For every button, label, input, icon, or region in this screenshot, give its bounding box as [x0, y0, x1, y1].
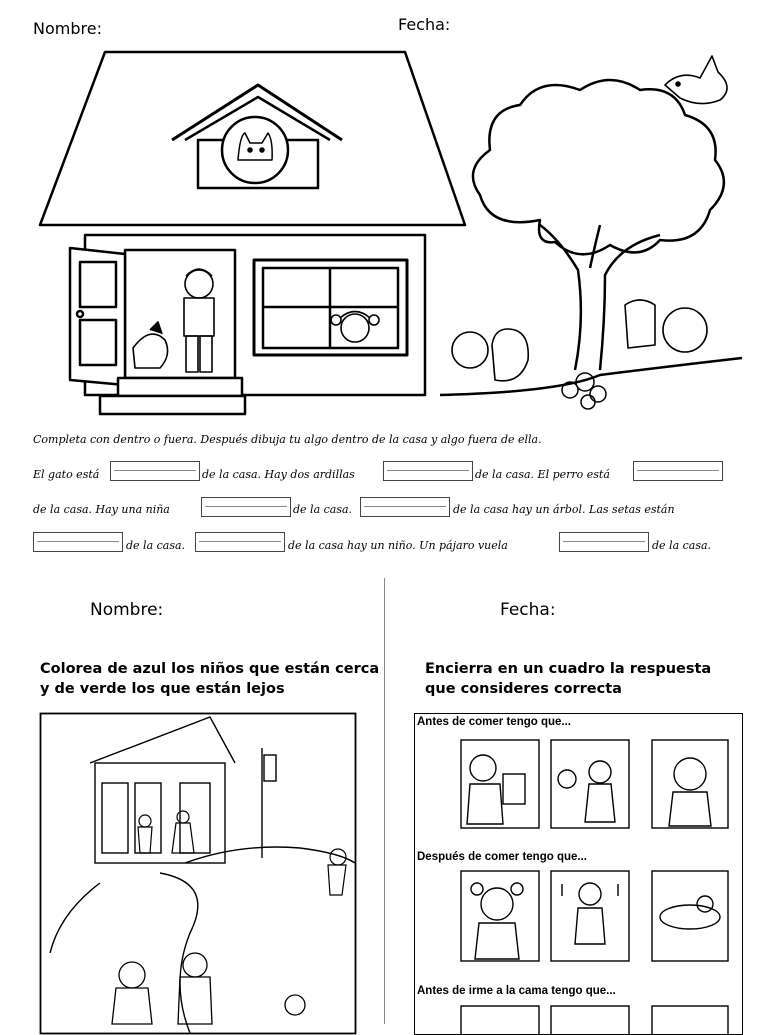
- line3-text-a: de la casa.: [126, 539, 186, 552]
- blank-field[interactable]: [633, 461, 723, 481]
- line1-text-b: de la casa. Hay dos ardillas: [202, 468, 355, 481]
- line2-text-a: de la casa. Hay una niña: [33, 503, 170, 516]
- question-before-eating: Antes de comer tengo que...: [417, 716, 571, 728]
- blank-field[interactable]: [33, 532, 123, 552]
- line1-text-a: El gato está: [33, 468, 100, 481]
- answer-card-dance[interactable]: [551, 871, 629, 961]
- line2-text-b: de la casa.: [293, 503, 353, 516]
- dormer-window: [222, 117, 288, 183]
- blank-field[interactable]: [383, 461, 473, 481]
- dog-icon: [133, 322, 168, 368]
- answer-card-wash-hands[interactable]: [461, 740, 539, 828]
- fecha-label-right: Fecha:: [500, 600, 556, 620]
- question-before-bed: Antes de irme a la cama tengo que...: [417, 985, 616, 997]
- mushrooms-icon: [562, 373, 606, 409]
- nombre-label-top: Nombre:: [33, 19, 102, 38]
- squirrel-icon-left: [452, 329, 528, 381]
- squirrel-icon-right: [625, 300, 707, 352]
- child-near-icon: [112, 953, 305, 1024]
- answer-card-sleep[interactable]: [652, 871, 728, 961]
- blank-field[interactable]: [110, 461, 200, 481]
- answer-card-play-ball[interactable]: [551, 740, 629, 828]
- fecha-label-top: Fecha:: [398, 15, 451, 34]
- left-instruction-line1: Colorea de azul los niños que están cerca: [40, 661, 380, 677]
- line3-text-c: de la casa.: [652, 539, 712, 552]
- girl-icon: [331, 312, 379, 343]
- blank-field[interactable]: [360, 497, 450, 517]
- right-instruction-line2: que consideres correcta: [425, 681, 622, 697]
- column-divider: [384, 578, 385, 1024]
- answer-card-brush-teeth-2[interactable]: [461, 871, 539, 961]
- child-far-icon: [138, 811, 346, 895]
- line3-text-b: de la casa hay un niño. Un pájaro vuela: [288, 539, 508, 552]
- blank-field[interactable]: [195, 532, 285, 552]
- top-instruction: Completa con dentro o fuera. Después dibuja tu algo dentro de la casa y algo fuera de ella.: [33, 433, 542, 446]
- question-after-eating: Después de comer tengo que...: [417, 851, 587, 863]
- left-instruction-line2: y de verde los que están lejos: [40, 681, 285, 697]
- answer-card-brush-teeth-1[interactable]: [652, 740, 728, 828]
- line2-text-c: de la casa hay un árbol. Las setas están: [453, 503, 675, 516]
- house-scene-illustration: [0, 0, 768, 430]
- blank-field[interactable]: [201, 497, 291, 517]
- nombre-label-left: Nombre:: [90, 600, 164, 620]
- line1-text-c: de la casa. El perro está: [475, 468, 610, 481]
- routine-quiz-panel: [414, 713, 743, 1035]
- boy-icon: [184, 269, 214, 372]
- right-instruction-line1: Encierra en un cuadro la respuesta: [425, 661, 712, 677]
- near-far-children-illustration: [40, 713, 356, 1024]
- blank-field[interactable]: [559, 532, 649, 552]
